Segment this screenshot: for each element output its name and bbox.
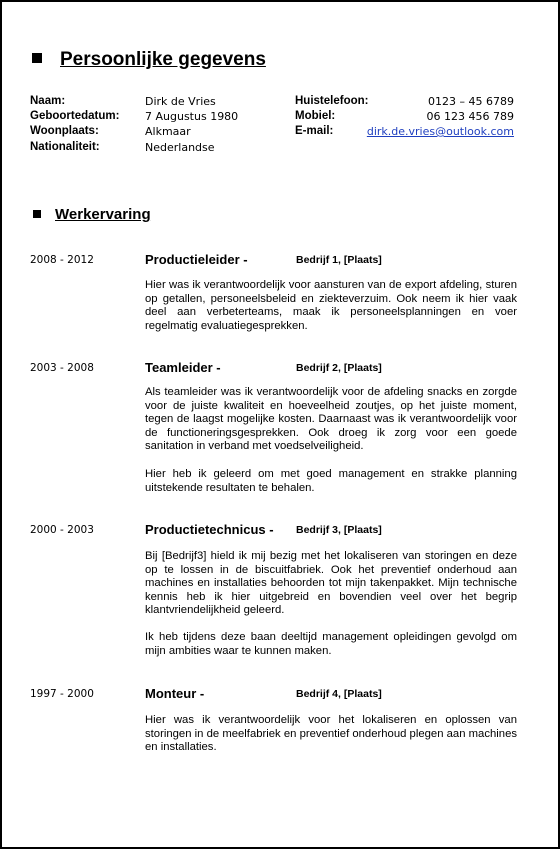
experience-heading: Werkervaring <box>55 206 151 223</box>
job-description: Hier was ik verantwoordelijk voor het lokaliseren en oplossen van storingen in de meelfabriek en preventief onderhoud plegen aan machines en installaties. <box>145 714 517 754</box>
job-period: 2003 - 2008 <box>30 362 94 374</box>
job-description: Ik heb tijdens deze baan deeltijd management opleidingen gevolgd om mijn ambities waar te kunnen maken. <box>145 631 517 657</box>
field-label-residence: Woonplaats: <box>30 125 99 137</box>
job-role: Productietechnicus - <box>145 522 274 537</box>
contact-value-home-phone: 0123 – 45 6789 <box>428 95 514 108</box>
job-company: Bedrijf 3, [Plaats] <box>296 524 382 536</box>
heading-bullet-icon <box>32 53 42 63</box>
heading-bullet-icon <box>33 210 41 218</box>
contact-label-home-phone: Huistelefoon: <box>295 95 369 107</box>
job-role: Teamleider - <box>145 360 221 375</box>
job-description: Bij [Bedrijf3] hield ik mij bezig met het lokaliseren van storingen en deze op te lossen in de biscuitfabriek. Ook het preventief onderhoud aan machines en installaties behoorden tot mijn takenpakket. Mijn technische kennis heb ik hier uitgebreid en bovendien veel over het begrip klantvriendelijkheid geleerd. <box>145 550 517 617</box>
job-period: 2000 - 2003 <box>30 524 94 536</box>
field-label-nationality: Nationaliteit: <box>30 141 100 153</box>
field-value-name: Dirk de Vries <box>145 95 216 108</box>
field-value-birthdate: 7 Augustus 1980 <box>145 110 239 123</box>
job-period: 2008 - 2012 <box>30 254 94 266</box>
contact-value-mobile: 06 123 456 789 <box>426 110 514 123</box>
job-role: Monteur - <box>145 686 205 701</box>
contact-value-email-link[interactable]: dirk.de.vries@outlook.com <box>366 125 514 138</box>
contact-label-mobile: Mobiel: <box>295 110 336 122</box>
field-value-residence: Alkmaar <box>145 125 191 138</box>
field-label-name: Naam: <box>30 95 66 107</box>
job-company: Bedrijf 2, [Plaats] <box>296 362 382 374</box>
field-label-birthdate: Geboortedatum: <box>30 110 120 122</box>
job-company: Bedrijf 1, [Plaats] <box>296 254 382 266</box>
job-role: Productieleider - <box>145 252 248 267</box>
job-company: Bedrijf 4, [Plaats] <box>296 688 382 700</box>
personal-heading: Persoonlijke gegevens <box>60 49 266 70</box>
job-description: Hier heb ik geleerd om met goed management en strakke planning uitstekende resultaten te behalen. <box>145 468 517 494</box>
field-value-nationality: Nederlandse <box>145 141 215 154</box>
contact-label-email: E-mail: <box>295 125 334 137</box>
job-period: 1997 - 2000 <box>30 688 94 700</box>
job-description: Hier was ik verantwoordelijk voor aansturen van de export afdeling, sturen op getallen, personeelsbeleid en ziekteverzuim. Ook neem ik hier vaak deel aan verbeterteams, maak ik personeelsplanningen en voer regelmatig evaluatiegesprekken. <box>145 279 517 332</box>
job-description: Als teamleider was ik verantwoordelijk voor de afdeling snacks en zorgde voor de juiste kwaliteit en hoeveelheid zoutjes, op het juiste moment, tegen de laagst mogelijke kosten. Daarnaast was ik verantwoordelijk voor de functioneringsgesprekken. Ook droeg ik zorg voor een goede sanitation in verband met voedselveiligheid. <box>145 386 517 453</box>
